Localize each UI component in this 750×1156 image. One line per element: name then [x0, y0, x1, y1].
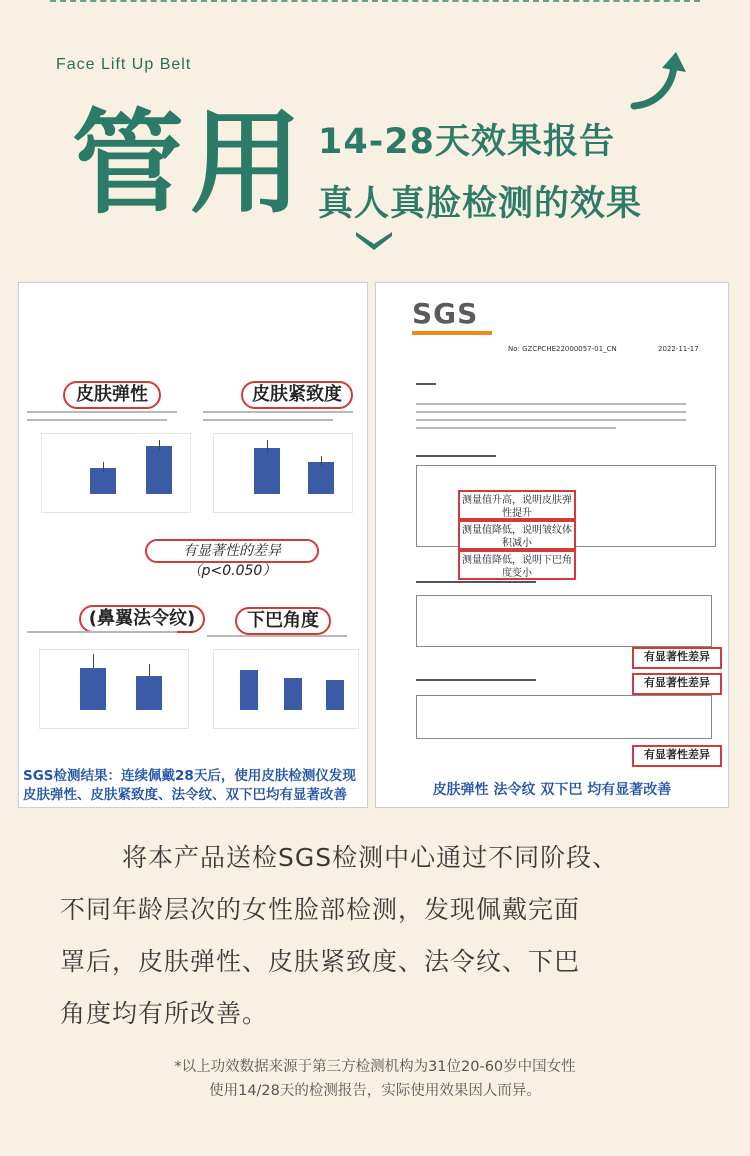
- chart-nasolabial: [39, 649, 189, 729]
- subtitle-real-test: 真人真脸检测的效果: [318, 184, 643, 224]
- sgs-logo-underline: [412, 331, 492, 335]
- tag-chin-angle: 下巴角度: [235, 607, 331, 635]
- note-wrinkle: 测量值降低，说明皱纹体积减小: [458, 520, 576, 550]
- description-line: 将本产品送检SGS检测中心通过不同阶段、: [122, 843, 619, 872]
- description-line: 不同年龄层次的女性脸部检测，发现佩戴完面: [60, 895, 581, 924]
- report-text-line: [27, 411, 177, 413]
- chart-bar: [254, 448, 280, 494]
- report-text-line: [416, 419, 686, 421]
- tag-nasolabial-fold: (鼻翼法令纹): [79, 605, 205, 633]
- error-bar: [103, 462, 104, 472]
- chart-bar: [240, 670, 258, 710]
- chart-chin-angle: [213, 649, 359, 729]
- report-text-line: [416, 427, 616, 429]
- chart-bar: [136, 676, 162, 710]
- report-text-line: [416, 403, 686, 405]
- description-line: 角度均有所改善。: [60, 999, 269, 1028]
- subtitle-report-period: 14-28天效果报告: [318, 122, 615, 162]
- right-result-text: 皮肤弹性 法令纹 双下巴 均有显著改善: [432, 782, 672, 798]
- error-bar: [93, 654, 94, 668]
- report-text-line: [207, 635, 347, 637]
- chevron-down-icon: [356, 232, 392, 250]
- chart-bar: [308, 462, 334, 494]
- sgs-logo: SGS: [412, 297, 479, 330]
- left-report-image: [18, 282, 368, 808]
- tag-skin-elasticity: 皮肤弹性: [63, 381, 161, 409]
- error-bar: [159, 440, 160, 450]
- report-text-line: [27, 631, 177, 633]
- right-report-image: [375, 282, 729, 808]
- chart-bar: [326, 680, 344, 710]
- chin-angle-table: [416, 595, 712, 647]
- report-number: No: GZCPCHE22000057-01_CN: [508, 345, 617, 353]
- chart-firmness: [213, 433, 353, 513]
- chart-elasticity: [41, 433, 191, 513]
- brand-name: Face Lift Up Belt: [56, 56, 192, 73]
- significance-pill: 有显著性差异: [632, 647, 722, 669]
- big-title-char-2: 用: [190, 99, 300, 229]
- up-arrow-icon: [628, 50, 690, 112]
- error-bar: [267, 440, 268, 452]
- error-bar: [149, 664, 150, 676]
- description-line: 罩后，皮肤弹性、皮肤紧致度、法令纹、下巴: [60, 947, 581, 976]
- significant-difference-label: 有显著性的差异（p<0.050）: [145, 539, 319, 563]
- report-text-line: [203, 419, 333, 421]
- disclaimer-line: 使用14/28天的检测报告，实际使用效果因人而异。: [209, 1083, 541, 1099]
- description-paragraph: [60, 832, 700, 1040]
- big-title-char-1: 管: [72, 99, 182, 229]
- chart-bar: [284, 678, 302, 710]
- significance-pill: 有显著性差异: [632, 745, 722, 767]
- big-title: [72, 99, 308, 229]
- wrinkle-volume-table: [416, 695, 712, 739]
- significance-pill: 有显著性差异: [632, 673, 722, 695]
- top-dashed-line: [50, 0, 700, 6]
- note-elasticity: 测量值升高，说明皮肤弹性提升: [458, 490, 576, 520]
- report-text-line: [27, 419, 167, 421]
- tag-skin-firmness: 皮肤紧致度: [241, 381, 353, 409]
- report-text-line: [203, 411, 353, 413]
- disclaimer: [0, 1055, 750, 1103]
- report-date: 2022-11-17: [658, 345, 699, 353]
- report-text-line: [416, 411, 686, 413]
- disclaimer-line: *以上功效数据来源于第三方检测机构为31位20-60岁中国女性: [174, 1059, 576, 1075]
- note-chin: 测量值降低，说明下巴角度变小: [458, 550, 576, 580]
- report-text-line: [416, 679, 536, 681]
- error-bar: [321, 456, 322, 466]
- chart-bar: [146, 446, 172, 494]
- report-text-line: [416, 581, 536, 583]
- chart-bar: [80, 668, 106, 710]
- report-text-line: [416, 455, 496, 457]
- report-text-line: [416, 383, 436, 385]
- left-result-text: SGS检测结果：连续佩戴28天后，使用皮肤检测仪发现皮肤弹性、皮肤紧致度、法令纹、双下巴均有显著改善: [23, 768, 356, 803]
